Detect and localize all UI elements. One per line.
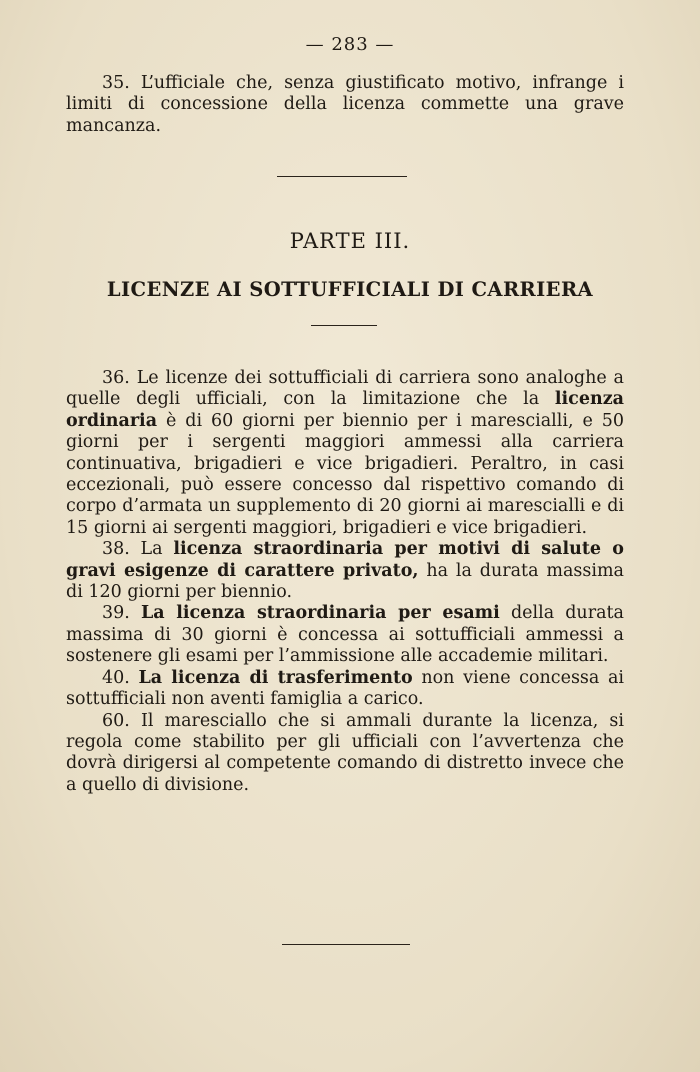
emphasis-text: La licenza di trasferimento (138, 667, 413, 688)
paragraph-text: L’ufficiale che, senza giustificato motivo, infrange i limiti di concessione della licenza commette una grave mancanza. (66, 73, 624, 136)
paragraph-36 (66, 368, 624, 539)
emphasis-text: La licenza straordinaria per esami (140, 603, 500, 624)
emphasis-text: licenza ordinaria (66, 389, 624, 431)
paragraph-40 (66, 668, 624, 711)
paragraph-number: 40. (102, 667, 130, 688)
page-number: — 283 — (305, 34, 395, 55)
paragraph-38 (66, 539, 624, 603)
paragraph-60 (66, 711, 624, 797)
paragraph-text: Il maresciallo che si ammali durante la licenza, si regola come stabilito per gli ufficiali con l’avvertenza che dovrà dirigersi al competente comando di distretto invece che a quello di divisione. (66, 710, 624, 795)
paragraph-number: 35. (102, 73, 130, 93)
paragraph-35 (66, 73, 624, 137)
paragraph-text: non viene concessa ai sottufficiali non aventi famiglia a carico. (66, 667, 624, 710)
separator-rule-short (311, 325, 377, 326)
paragraph-text: La (140, 539, 163, 560)
paragraph-text: è di 60 giorni per biennio per i marescialli, e 50 giorni per i sergenti maggiori ammessi alla carriera continuativa, brigadieri e vice brigadieri. Peraltro, in casi eccezionali, può essere concesso dal rispettivo comando di corpo d’armata un supplemento di 20 giorni ai marescialli e di 15 giorni ai sergenti maggiori, brigadieri e vice brigadieri. (66, 410, 624, 538)
paragraph-number: 38. (102, 539, 130, 560)
paragraph-text: Le licenze dei sottufficiali di carriera sono analoghe a quelle degli ufficiali, con la limitazione che la (66, 368, 624, 410)
paragraph-number: 39. (102, 603, 130, 624)
section-title: LICENZE AI SOTTUFFICIALI DI CARRIERA (106, 278, 594, 301)
paragraph-number: 36. (102, 368, 130, 388)
part-title: PARTE III. (289, 229, 411, 253)
separator-rule (277, 176, 407, 177)
paragraph-text: ha la durata massima di 120 giorni per biennio. (66, 560, 624, 603)
paragraph-39 (66, 603, 624, 667)
paragraph-text: della durata massima di 30 giorni è concessa ai sottufficiali ammessi a sostenere gli esami per l’ammissione alle accademie militari. (66, 603, 624, 667)
end-rule (282, 944, 410, 945)
emphasis-text: licenza straordinaria per motivi di salute o gravi esigenze di carattere privato, (66, 539, 624, 581)
paragraph-number: 60. (102, 710, 130, 731)
main-text-block (66, 368, 624, 796)
